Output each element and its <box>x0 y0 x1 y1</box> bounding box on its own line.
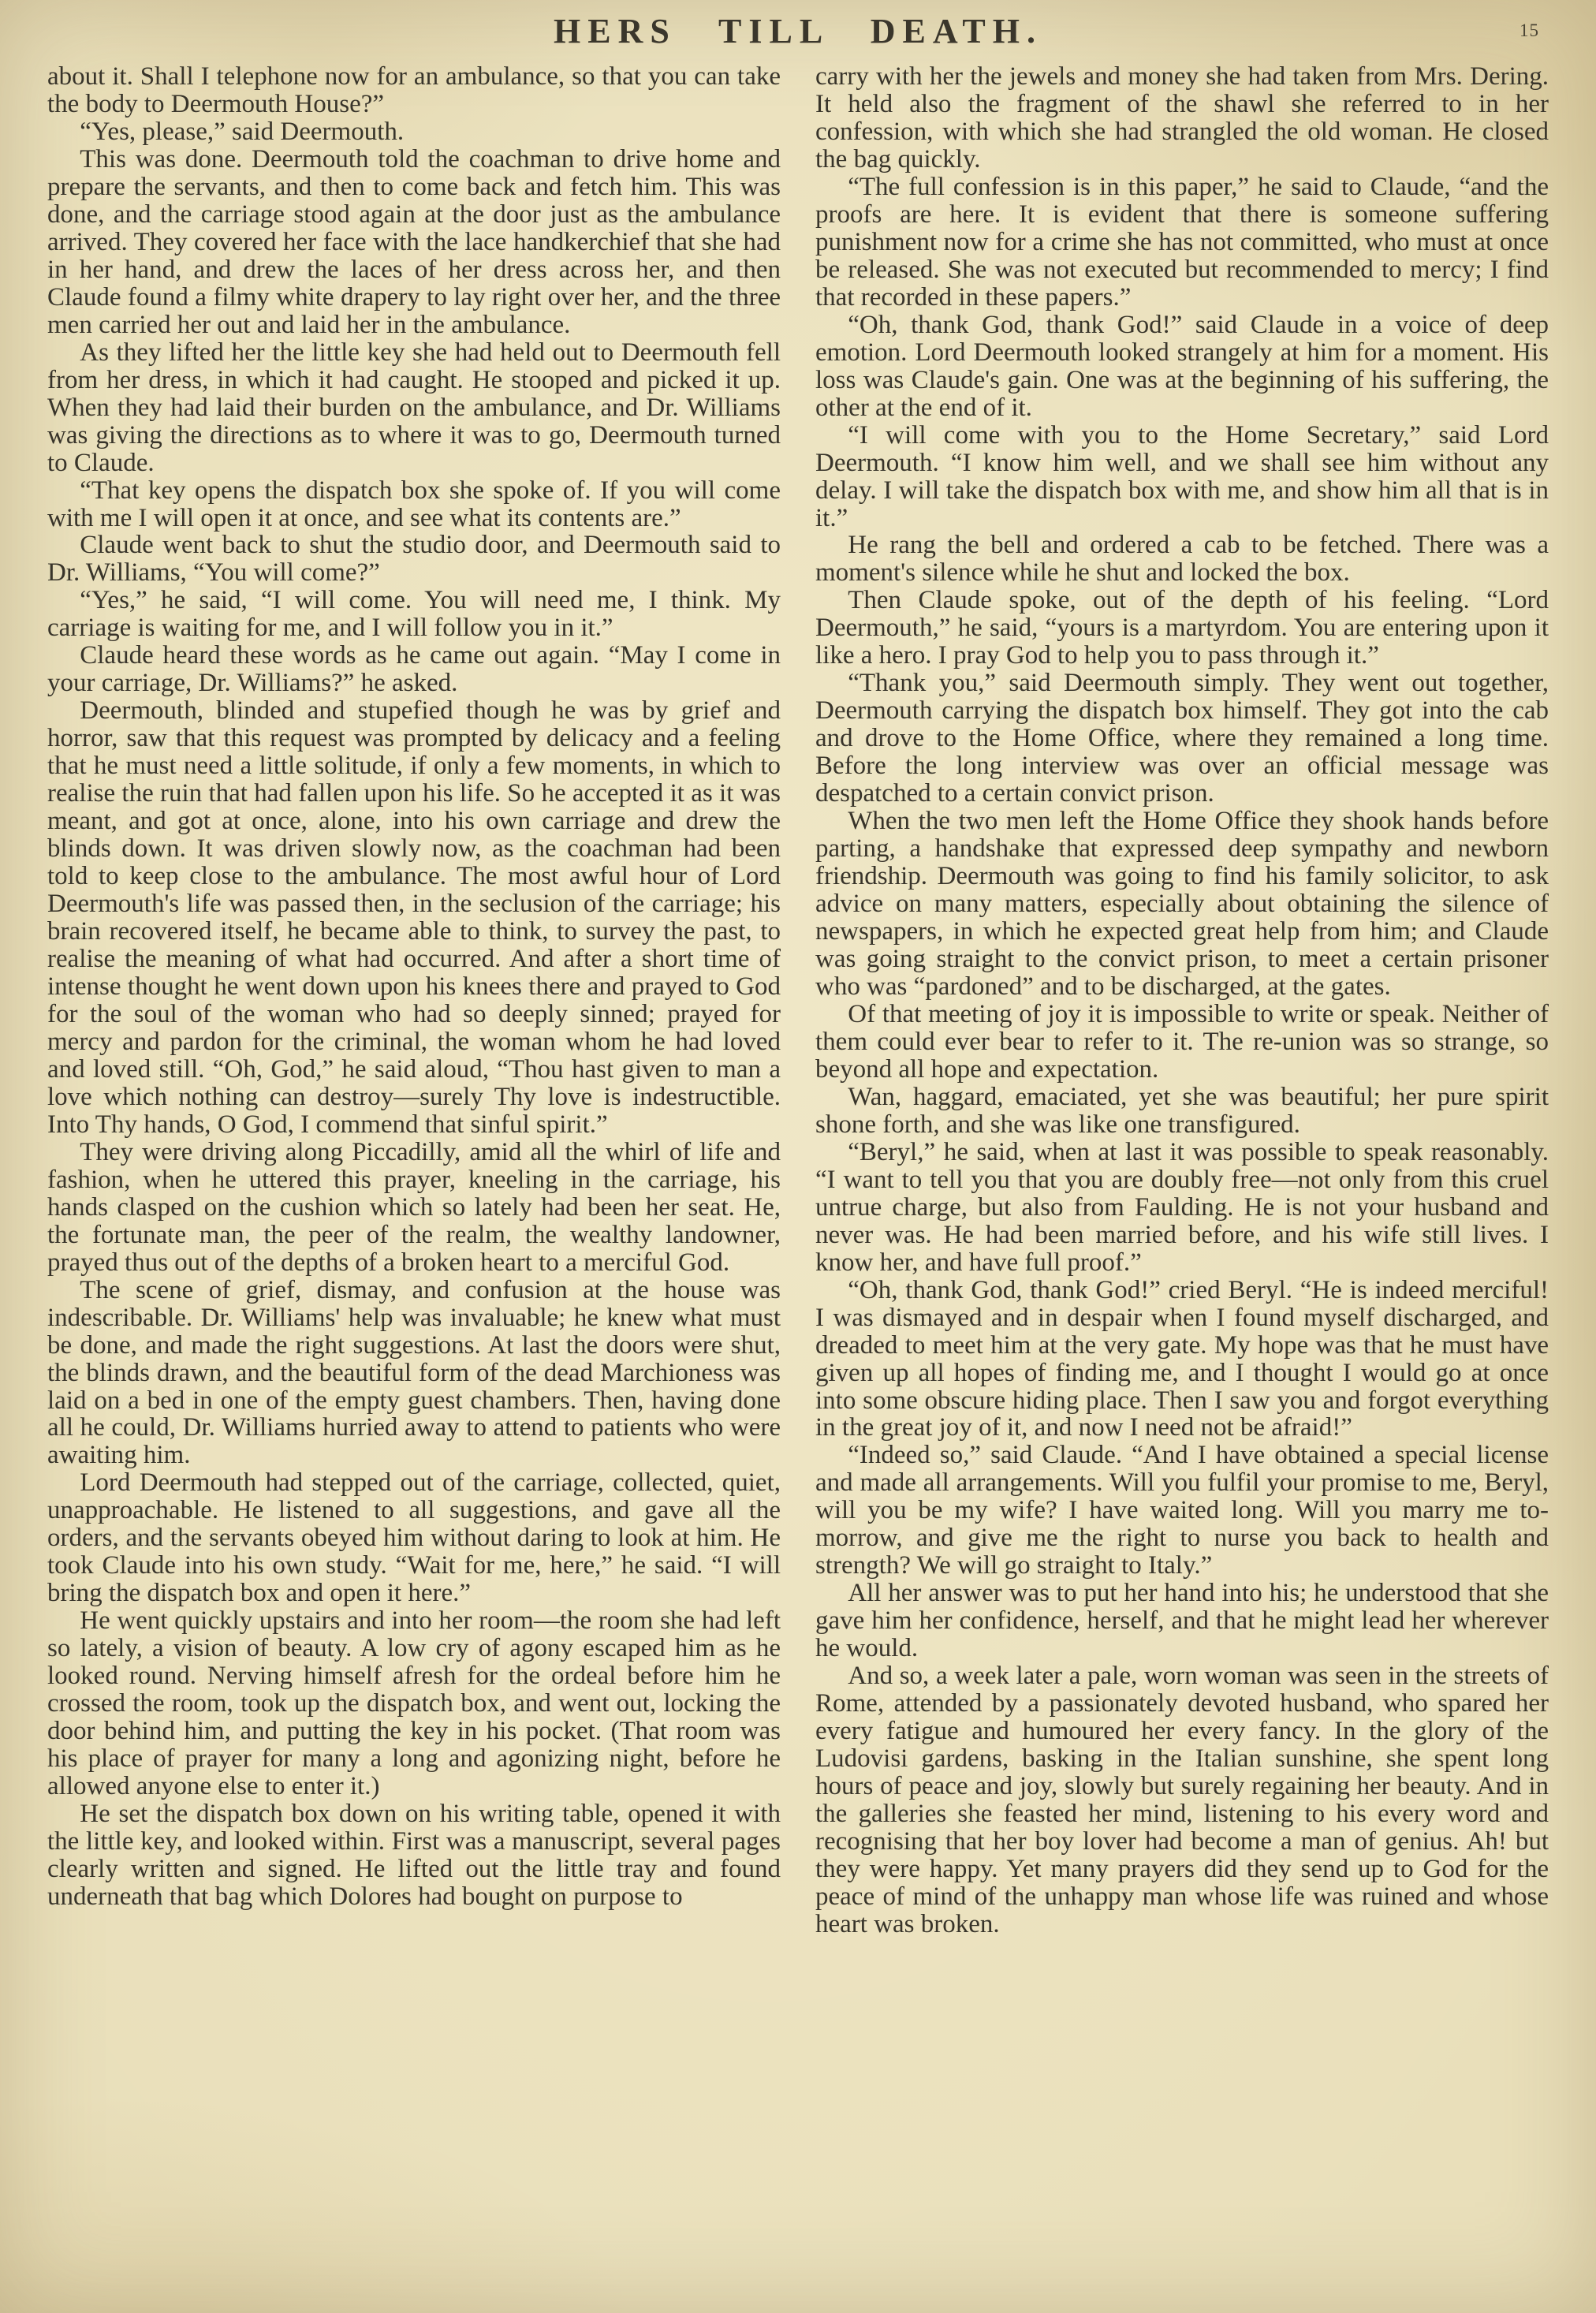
page-header <box>0 0 1596 57</box>
paragraph: Deermouth, blinded and stupefied though he was by grief and horror, saw that this request was prompted by delicacy and a feeling that he must need a little solitude, if only a few moments, in which to realise the ruin that had fallen upon his life. So he accepted it as it was meant, and got at once, alone, into his own carriage and drew the blinds down. It was driven slowly now, as the coachman had been told to keep close to the ambulance. The most awful hour of Lord Deermouth's life was passed then, in the seclusion of the carriage; his brain recovered itself, he became able to think, to survey the past, to realise the meaning of what had occurred. And after a short time of intense thought he went down upon his knees there and prayed to God for the soul of the woman who had so deeply sinned; prayed for mercy and pardon for the criminal, the woman whom he had loved and loved still. “Oh, God,” he said aloud, “Thou hast given to man a love which nothing can destroy—surely Thy love is indestructible. Into Thy hands, O God, I commend that sinful spirit.” <box>47 696 781 1139</box>
paragraph: And so, a week later a pale, worn woman was seen in the streets of Rome, attended by a passionately devoted husband, who spared her every fatigue and humoured her every fancy. In the glory of the Ludovisi gardens, basking in the Italian sunshine, she spent long hours of peace and joy, slowly but surely regaining her beauty. And in the galleries she feasted her mind, listening to his every word and recognising that her boy lover had become a man of genius. Ah! but they were happy. Yet many prayers did they send up to God for the peace of mind of the unhappy man whose life was ruined and whose heart was broken. <box>815 1662 1549 1938</box>
paragraph: All her answer was to put her hand into his; he understood that she gave him her confidence, herself, and that he might lead her wherever he would. <box>815 1579 1549 1663</box>
paragraph: “Yes,” he said, “I will come. You will need me, I think. My carriage is waiting for me, and I will follow you in it.” <box>47 586 781 643</box>
paragraph: The scene of grief, dismay, and confusion at the house was indescribable. Dr. Williams' help was invaluable; he knew what must be done, and made the right suggestions. At last the doors were shut, the blinds drawn, and the beautiful form of the dead Marchioness was laid on a bed in one of the empty guest chambers. Then, having done all he could, Dr. Williams hurried away to attend to patients who were awaiting him. <box>47 1275 781 1470</box>
paragraph: When the two men left the Home Office they shook hands before parting, a handshake that expressed deep sympathy and newborn friendship. Deermouth was going to find his family solicitor, to ask advice on many matters, especially about obtaining the silence of newspapers, in which he expected great help from him; and Claude was going straight to the convict prison, to meet a certain prisoner who was “pardoned” and to be discharged, at the gates. <box>815 807 1549 1001</box>
paragraph: “The full confession is in this paper,” he said to Claude, “and the proofs are here. It is evident that there is someone suffering punishment now for a crime she has not committed, who must at once be released. She was not executed but recommended to mercy; I find that recorded in these papers.” <box>815 172 1549 312</box>
column-right <box>815 63 1549 1938</box>
page-title: HERS TILL DEATH. <box>554 12 1042 50</box>
paragraph: He set the dispatch box down on his writing table, opened it with the little key, and looked within. First was a manuscript, several pages clearly written and signed. He lifted out the little tray and found underneath that bag which Dolores had bought on purpose to <box>47 1800 781 1911</box>
paragraph: As they lifted her the little key she had held out to Deermouth fell from her dress, in which it had caught. He stooped and picked it up. When they had laid their burden on the ambulance, and Dr. Williams was giving the directions as to where it was to go, Deermouth turned to Claude. <box>47 338 781 477</box>
paragraph: Claude heard these words as he came out again. “May I come in your carriage, Dr. Williams?” he asked. <box>47 641 781 698</box>
paragraph: This was done. Deermouth told the coachman to drive home and prepare the servants, and then to come back and fetch him. This was done, and the carriage stood again at the door just as the ambulance arrived. They covered her face with the lace handkerchief that she had in her hand, and drew the laces of her dress across her, and then Claude found a filmy white drapery to lay right over her, and the three men carried her out and laid her in the ambulance. <box>47 144 781 339</box>
paragraph: “Oh, thank God, thank God!” cried Beryl. “He is indeed merciful! I was dismayed and in despair when I found myself discharged, and dreaded to meet him at the very gate. My hope was that he must have given up all hopes of finding me, and I thought I would go at once into some obscure hiding place. Then I saw you and forgot everything in the great joy of it, and now I need not be afraid!” <box>815 1275 1549 1442</box>
paragraph: Of that meeting of joy it is impossible to write or speak. Neither of them could ever bear to refer to it. The re-union was so strange, so beyond all hope and expectation. <box>815 999 1549 1084</box>
paragraph: Lord Deermouth had stepped out of the carriage, collected, quiet, unapproachable. He listened to all suggestions, and gave all the orders, and the servants obeyed him without daring to look at him. He took Claude into his own study. “Wait for me, here,” he said. “I will bring the dispatch box and open it here.” <box>47 1468 781 1608</box>
article-body <box>0 57 1596 1938</box>
paragraph: They were driving along Piccadilly, amid all the whirl of life and fashion, when he uttered this prayer, kneeling in the carriage, his hands clasped on the cushion which so lately had been her seat. He, the fortunate man, the peer of the realm, the wealthy landowner, prayed thus out of the depths of a broken heart to a merciful God. <box>47 1137 781 1277</box>
paragraph: He rang the bell and ordered a cab to be fetched. There was a moment's silence while he shut and locked the box. <box>815 531 1549 588</box>
paragraph: “Yes, please,” said Deermouth. <box>80 117 405 146</box>
paragraph: Claude went back to shut the studio door, and Deermouth said to Dr. Williams, “You will come?” <box>47 531 781 588</box>
paragraph: “That key opens the dispatch box she spoke of. If you will come with me I will open it at once, and see what its contents are.” <box>47 476 781 532</box>
paragraph: about it. Shall I telephone now for an ambulance, so that you can take the body to Deermouth House?” <box>47 62 781 118</box>
paragraph: Wan, haggard, emaciated, yet she was beautiful; her pure spirit shone forth, and she was like one transfigured. <box>815 1082 1549 1139</box>
paragraph: “Beryl,” he said, when at last it was possible to speak reasonably. “I want to tell you that you are doubly free—not only from this cruel untrue charge, but also from Faulding. He is not your husband and never was. He had been married before, and his wife still lives. I know her, and have full proof.” <box>815 1137 1549 1277</box>
paragraph: “Oh, thank God, thank God!” said Claude in a voice of deep emotion. Lord Deermouth looked strangely at him for a moment. His loss was Claude's gain. One was at the beginning of his suffering, the other at the end of it. <box>815 310 1549 422</box>
paragraph: “Indeed so,” said Claude. “And I have obtained a special license and made all arrangements. Will you fulfil your promise to me, Beryl, will you be my wife? I have waited long. Will you marry me to-morrow, and give me the right to nurse you back to health and strength? We will go straight to Italy.” <box>815 1441 1549 1580</box>
column-left <box>47 63 781 1938</box>
page-number: 15 <box>1520 21 1539 40</box>
paragraph: Then Claude spoke, out of the depth of his feeling. “Lord Deermouth,” he said, “yours is a martyrdom. You are entering upon it like a hero. I pray God to help you to pass through it.” <box>815 586 1549 670</box>
paragraph: “Thank you,” said Deermouth simply. They went out together, Deermouth carrying the dispatch box himself. They got into the cab and drove to the Home Office, where they remained a long time. Before the long interview was over an official message was despatched to a certain convict prison. <box>815 669 1549 808</box>
paragraph: He went quickly upstairs and into her room—the room she had left so lately, a vision of beauty. A low cry of agony escaped him as he looked round. Nerving himself afresh for the ordeal before him he crossed the room, took up the dispatch box, and went out, locking the door behind him, and putting the key in his pocket. (That room was his place of prayer for many a long and agonizing night, before he allowed anyone else to enter it.) <box>47 1606 781 1801</box>
paragraph: carry with her the jewels and money she had taken from Mrs. Dering. It held also the fragment of the shawl she referred to in her confession, with which she had strangled the old woman. He closed the bag quickly. <box>815 62 1549 173</box>
paragraph: “I will come with you to the Home Secretary,” said Lord Deermouth. “I know him well, and we shall see him without any delay. I will take the dispatch box with me, and show him all that is in it.” <box>815 420 1549 532</box>
